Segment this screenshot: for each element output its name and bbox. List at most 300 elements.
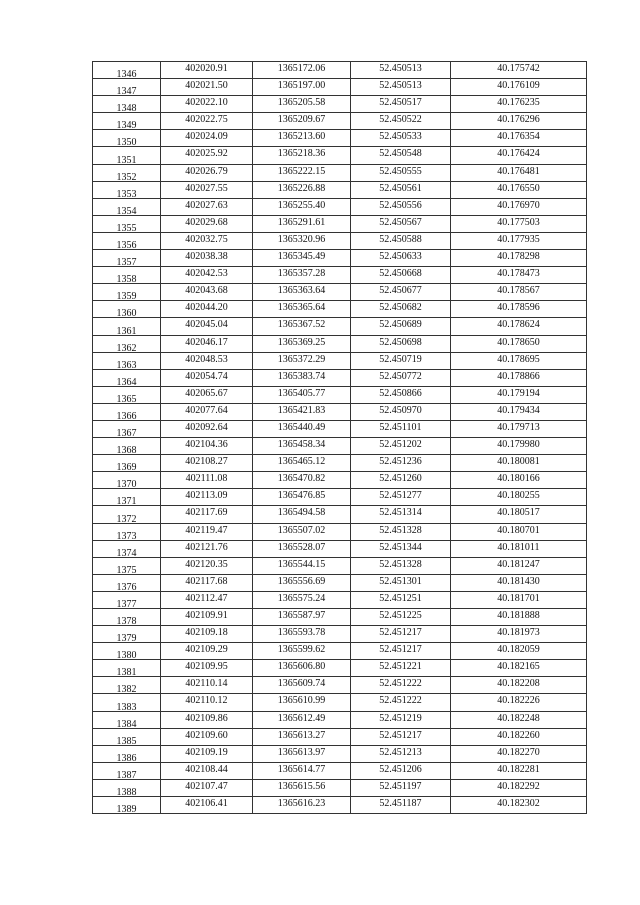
cell-text: 1362 (116, 342, 137, 353)
y-coordinate-cell (253, 574, 351, 591)
cell-text: 40.181973 (497, 627, 540, 639)
cell-text: 52.450866 (379, 387, 422, 399)
latitude-cell (351, 130, 451, 147)
cell-text: 1369 (116, 462, 137, 472)
cell-text: 52.450567 (379, 216, 422, 228)
latitude-cell (351, 181, 451, 198)
coordinates-table (92, 61, 587, 814)
cell-text: 40.178473 (497, 268, 540, 280)
cell-text: 52.450633 (379, 251, 422, 263)
table-row (93, 540, 587, 557)
longitude-cell (451, 113, 587, 130)
table-row (93, 215, 587, 232)
table-row (93, 113, 587, 130)
table-row (93, 591, 587, 608)
cell-text: 1365218.36 (277, 148, 326, 160)
x-coordinate-cell (161, 79, 253, 96)
longitude-cell (451, 574, 587, 591)
cell-text: 52.451225 (379, 610, 422, 621)
cell-text: 402027.55 (185, 182, 228, 194)
cell-text: 1365587.97 (277, 610, 326, 621)
point-number-cell (93, 711, 161, 728)
point-number-cell (93, 472, 161, 489)
x-coordinate-cell (161, 369, 253, 386)
latitude-cell (351, 96, 451, 113)
cell-text: 1365291.61 (277, 216, 326, 228)
y-coordinate-cell (253, 660, 351, 677)
cell-text: 402046.17 (185, 336, 228, 348)
point-number-cell (93, 745, 161, 762)
x-coordinate-cell (161, 762, 253, 779)
point-number-cell (93, 113, 161, 130)
point-number-cell (93, 728, 161, 745)
x-coordinate-cell (161, 455, 253, 472)
cell-text: 402121.76 (185, 541, 228, 553)
cell-text: 40.181011 (497, 541, 540, 553)
cell-text: 40.182059 (497, 644, 540, 656)
cell-text: 402109.60 (185, 729, 228, 741)
cell-text: 402109.19 (185, 746, 228, 758)
cell-text: 1365213.60 (277, 131, 326, 143)
cell-text: 402032.75 (185, 233, 228, 245)
point-number-cell (93, 96, 161, 113)
point-number-cell (93, 455, 161, 472)
longitude-cell (451, 609, 587, 626)
cell-text: 402106.41 (185, 798, 228, 810)
point-number-cell (93, 130, 161, 147)
point-number-cell (93, 267, 161, 284)
latitude-cell (351, 540, 451, 557)
y-coordinate-cell (253, 677, 351, 694)
y-coordinate-cell (253, 591, 351, 608)
x-coordinate-cell (161, 728, 253, 745)
x-coordinate-cell (161, 711, 253, 728)
cell-text: 1365205.58 (277, 97, 326, 109)
x-coordinate-cell (161, 591, 253, 608)
cell-text: 52.450533 (379, 131, 422, 143)
cell-text: 40.182292 (497, 780, 540, 792)
y-coordinate-cell (253, 728, 351, 745)
y-coordinate-cell (253, 198, 351, 215)
cell-text: 40.181430 (497, 575, 540, 587)
cell-text: 1360 (116, 308, 137, 318)
cell-text: 1365197.00 (277, 80, 326, 92)
x-coordinate-cell (161, 472, 253, 489)
longitude-cell (451, 643, 587, 660)
latitude-cell (351, 113, 451, 130)
cell-text: 402020.91 (185, 63, 228, 74)
y-coordinate-cell (253, 540, 351, 557)
table-row (93, 352, 587, 369)
x-coordinate-cell (161, 62, 253, 79)
cell-text: 1365599.62 (277, 644, 326, 656)
cell-text: 1359 (116, 291, 137, 301)
cell-text: 1386 (116, 752, 137, 763)
cell-text: 1365172.06 (277, 63, 326, 74)
cell-text: 40.178866 (497, 370, 540, 382)
point-number-cell (93, 215, 161, 232)
latitude-cell (351, 779, 451, 796)
cell-text: 1356 (116, 240, 137, 250)
cell-text: 402120.35 (185, 558, 228, 570)
cell-text: 402054.74 (185, 370, 228, 382)
cell-text: 1365363.64 (277, 285, 326, 297)
x-coordinate-cell (161, 301, 253, 318)
cell-text: 40.176481 (497, 165, 540, 177)
cell-text: 1365365.64 (277, 302, 326, 314)
cell-text: 40.176296 (497, 114, 540, 126)
table-row (93, 506, 587, 523)
cell-text: 402092.64 (185, 421, 228, 433)
longitude-cell (451, 779, 587, 796)
y-coordinate-cell (253, 335, 351, 352)
point-number-cell (93, 626, 161, 643)
latitude-cell (351, 301, 451, 318)
latitude-cell (351, 643, 451, 660)
longitude-cell (451, 147, 587, 164)
longitude-cell (451, 626, 587, 643)
longitude-cell (451, 62, 587, 79)
cell-text: 1365593.78 (277, 627, 326, 639)
cell-text: 1378 (116, 616, 137, 626)
point-number-cell (93, 318, 161, 335)
x-coordinate-cell (161, 574, 253, 591)
cell-text: 1365612.49 (277, 712, 326, 724)
cell-text: 1357 (116, 257, 137, 267)
longitude-cell (451, 438, 587, 455)
longitude-cell (451, 660, 587, 677)
cell-text: 52.451217 (379, 627, 422, 639)
cell-text: 1365614.77 (277, 763, 326, 775)
cell-text: 52.451260 (379, 473, 422, 485)
cell-text: 1371 (116, 496, 137, 506)
cell-text: 52.450719 (379, 353, 422, 365)
cell-text: 402029.68 (185, 216, 228, 228)
longitude-cell (451, 352, 587, 369)
table-row (93, 472, 587, 489)
latitude-cell (351, 284, 451, 301)
cell-text: 40.182248 (497, 712, 540, 724)
cell-text: 1365255.40 (277, 199, 326, 211)
x-coordinate-cell (161, 660, 253, 677)
cell-text: 52.450970 (379, 404, 422, 416)
cell-text: 1365470.82 (277, 473, 326, 485)
table-row (93, 660, 587, 677)
y-coordinate-cell (253, 403, 351, 420)
longitude-cell (451, 96, 587, 113)
y-coordinate-cell (253, 745, 351, 762)
cell-text: 1358 (116, 274, 137, 284)
latitude-cell (351, 164, 451, 181)
cell-text: 1365405.77 (277, 387, 326, 399)
point-number-cell (93, 181, 161, 198)
cell-text: 402065.67 (185, 387, 228, 399)
table-row (93, 130, 587, 147)
longitude-cell (451, 762, 587, 779)
latitude-cell (351, 797, 451, 814)
cell-text: 40.178650 (497, 336, 540, 348)
latitude-cell (351, 79, 451, 96)
latitude-cell (351, 250, 451, 267)
cell-text: 52.451236 (379, 456, 422, 468)
latitude-cell (351, 745, 451, 762)
cell-text: 1365544.15 (277, 558, 326, 570)
longitude-cell (451, 711, 587, 728)
y-coordinate-cell (253, 438, 351, 455)
y-coordinate-cell (253, 181, 351, 198)
table-row (93, 489, 587, 506)
cell-text: 40.178695 (497, 353, 540, 365)
latitude-cell (351, 523, 451, 540)
cell-text: 40.178624 (497, 319, 540, 331)
longitude-cell (451, 79, 587, 96)
cell-text: 1365369.25 (277, 336, 326, 348)
cell-text: 402024.09 (185, 131, 228, 143)
cell-text: 40.182281 (497, 763, 540, 775)
cell-text: 1363 (116, 359, 137, 370)
cell-text: 1381 (116, 667, 137, 677)
y-coordinate-cell (253, 96, 351, 113)
cell-text: 1367 (116, 428, 137, 438)
latitude-cell (351, 677, 451, 694)
cell-text: 1365609.74 (277, 678, 326, 690)
cell-text: 52.450677 (379, 285, 422, 297)
cell-text: 52.450668 (379, 268, 422, 280)
point-number-cell (93, 164, 161, 181)
longitude-cell (451, 164, 587, 181)
latitude-cell (351, 626, 451, 643)
longitude-cell (451, 455, 587, 472)
cell-text: 1365226.88 (277, 182, 326, 194)
x-coordinate-cell (161, 164, 253, 181)
x-coordinate-cell (161, 420, 253, 437)
cell-text: 40.182165 (497, 661, 540, 673)
cell-text: 52.450588 (379, 233, 422, 245)
cell-text: 52.451301 (379, 575, 422, 587)
y-coordinate-cell (253, 386, 351, 403)
x-coordinate-cell (161, 198, 253, 215)
latitude-cell (351, 455, 451, 472)
cell-text: 40.175742 (497, 63, 540, 74)
cell-text: 402022.10 (185, 97, 228, 109)
longitude-cell (451, 420, 587, 437)
cell-text: 52.451251 (379, 592, 422, 604)
cell-text: 402109.18 (185, 627, 228, 639)
cell-text: 1365610.99 (277, 695, 326, 707)
latitude-cell (351, 352, 451, 369)
cell-text: 52.451219 (379, 712, 422, 724)
latitude-cell (351, 472, 451, 489)
cell-text: 40.180166 (497, 473, 540, 485)
cell-text: 52.450522 (379, 114, 422, 126)
cell-text: 1365372.29 (277, 353, 326, 365)
x-coordinate-cell (161, 403, 253, 420)
cell-text: 40.176970 (497, 199, 540, 211)
cell-text: 1349 (116, 120, 137, 130)
longitude-cell (451, 728, 587, 745)
table-row (93, 779, 587, 796)
latitude-cell (351, 762, 451, 779)
cell-text: 52.451328 (379, 524, 422, 536)
x-coordinate-cell (161, 113, 253, 130)
point-number-cell (93, 420, 161, 437)
cell-text: 40.181247 (497, 558, 540, 570)
y-coordinate-cell (253, 147, 351, 164)
cell-text: 52.451217 (379, 644, 422, 656)
cell-text: 52.450561 (379, 182, 422, 194)
y-coordinate-cell (253, 62, 351, 79)
cell-text: 1365222.15 (277, 165, 326, 177)
cell-text: 1365575.24 (277, 592, 326, 604)
y-coordinate-cell (253, 318, 351, 335)
cell-text: 52.450517 (379, 97, 422, 109)
cell-text: 1365209.67 (277, 114, 326, 126)
cell-text: 52.451222 (379, 678, 422, 690)
cell-text: 1365616.23 (277, 798, 326, 810)
x-coordinate-cell (161, 745, 253, 762)
point-number-cell (93, 250, 161, 267)
latitude-cell (351, 694, 451, 711)
cell-text: 40.179713 (497, 421, 540, 433)
x-coordinate-cell (161, 540, 253, 557)
table-row (93, 181, 587, 198)
longitude-cell (451, 489, 587, 506)
cell-text: 40.176424 (497, 148, 540, 160)
cell-text: 40.182302 (497, 798, 540, 810)
cell-text: 40.182260 (497, 729, 540, 741)
y-coordinate-cell (253, 369, 351, 386)
cell-text: 40.182270 (497, 746, 540, 758)
cell-text: 52.450772 (379, 370, 422, 382)
point-number-cell (93, 643, 161, 660)
latitude-cell (351, 267, 451, 284)
x-coordinate-cell (161, 267, 253, 284)
point-number-cell (93, 79, 161, 96)
point-number-cell (93, 438, 161, 455)
cell-text: 40.180517 (497, 507, 540, 519)
cell-text: 40.178596 (497, 302, 540, 314)
cell-text: 1350 (116, 137, 137, 147)
cell-text: 52.451197 (379, 780, 422, 792)
cell-text: 402026.79 (185, 165, 228, 177)
cell-text: 1365345.49 (277, 251, 326, 263)
x-coordinate-cell (161, 250, 253, 267)
cell-text: 402048.53 (185, 353, 228, 365)
latitude-cell (351, 215, 451, 232)
y-coordinate-cell (253, 113, 351, 130)
cell-text: 1368 (116, 445, 137, 455)
point-number-cell (93, 557, 161, 574)
cell-text: 52.450548 (379, 148, 422, 160)
cell-text: 1361 (116, 325, 137, 335)
y-coordinate-cell (253, 694, 351, 711)
cell-text: 40.176235 (497, 97, 540, 109)
table-row (93, 62, 587, 79)
x-coordinate-cell (161, 232, 253, 249)
cell-text: 52.450698 (379, 336, 422, 348)
cell-text: 1373 (116, 530, 137, 541)
longitude-cell (451, 694, 587, 711)
x-coordinate-cell (161, 181, 253, 198)
cell-text: 1365383.74 (277, 370, 326, 382)
cell-text: 1346 (116, 69, 137, 79)
latitude-cell (351, 489, 451, 506)
y-coordinate-cell (253, 626, 351, 643)
cell-text: 40.179980 (497, 439, 540, 451)
point-number-cell (93, 232, 161, 249)
y-coordinate-cell (253, 130, 351, 147)
cell-text: 1365421.83 (277, 404, 326, 416)
cell-text: 402027.63 (185, 199, 228, 211)
point-number-cell (93, 660, 161, 677)
cell-text: 402108.44 (185, 763, 228, 775)
x-coordinate-cell (161, 335, 253, 352)
cell-text: 402110.14 (185, 678, 228, 690)
latitude-cell (351, 711, 451, 728)
table-row (93, 711, 587, 728)
x-coordinate-cell (161, 797, 253, 814)
longitude-cell (451, 215, 587, 232)
y-coordinate-cell (253, 215, 351, 232)
cell-text: 52.451202 (379, 439, 422, 451)
cell-text: 52.451221 (379, 661, 422, 673)
table-row (93, 438, 587, 455)
cell-text: 1372 (116, 513, 137, 524)
cell-text: 52.451213 (379, 746, 422, 758)
x-coordinate-cell (161, 677, 253, 694)
cell-text: 1347 (116, 86, 137, 96)
cell-text: 40.177935 (497, 233, 540, 245)
table-row (93, 609, 587, 626)
longitude-cell (451, 130, 587, 147)
x-coordinate-cell (161, 438, 253, 455)
point-number-cell (93, 574, 161, 591)
cell-text: 1382 (116, 684, 137, 694)
cell-text: 402042.53 (185, 268, 228, 280)
cell-text: 1374 (116, 547, 137, 558)
latitude-cell (351, 147, 451, 164)
latitude-cell (351, 557, 451, 574)
point-number-cell (93, 677, 161, 694)
y-coordinate-cell (253, 164, 351, 181)
y-coordinate-cell (253, 455, 351, 472)
cell-text: 402044.20 (185, 302, 228, 314)
cell-text: 402109.95 (185, 661, 228, 673)
point-number-cell (93, 591, 161, 608)
cell-text: 402113.09 (185, 490, 228, 502)
cell-text: 52.450556 (379, 199, 422, 211)
cell-text: 1365458.34 (277, 439, 326, 451)
latitude-cell (351, 728, 451, 745)
cell-text: 52.450555 (379, 165, 422, 177)
cell-text: 402109.29 (185, 644, 228, 656)
longitude-cell (451, 403, 587, 420)
cell-text: 402117.69 (185, 507, 228, 519)
cell-text: 40.179434 (497, 404, 540, 416)
cell-text: 1365494.58 (277, 507, 326, 519)
table-row (93, 420, 587, 437)
y-coordinate-cell (253, 609, 351, 626)
cell-text: 40.176354 (497, 131, 540, 143)
x-coordinate-cell (161, 130, 253, 147)
cell-text: 1366 (116, 410, 137, 421)
cell-text: 402111.08 (185, 473, 228, 485)
longitude-cell (451, 472, 587, 489)
x-coordinate-cell (161, 352, 253, 369)
latitude-cell (351, 660, 451, 677)
x-coordinate-cell (161, 284, 253, 301)
longitude-cell (451, 540, 587, 557)
